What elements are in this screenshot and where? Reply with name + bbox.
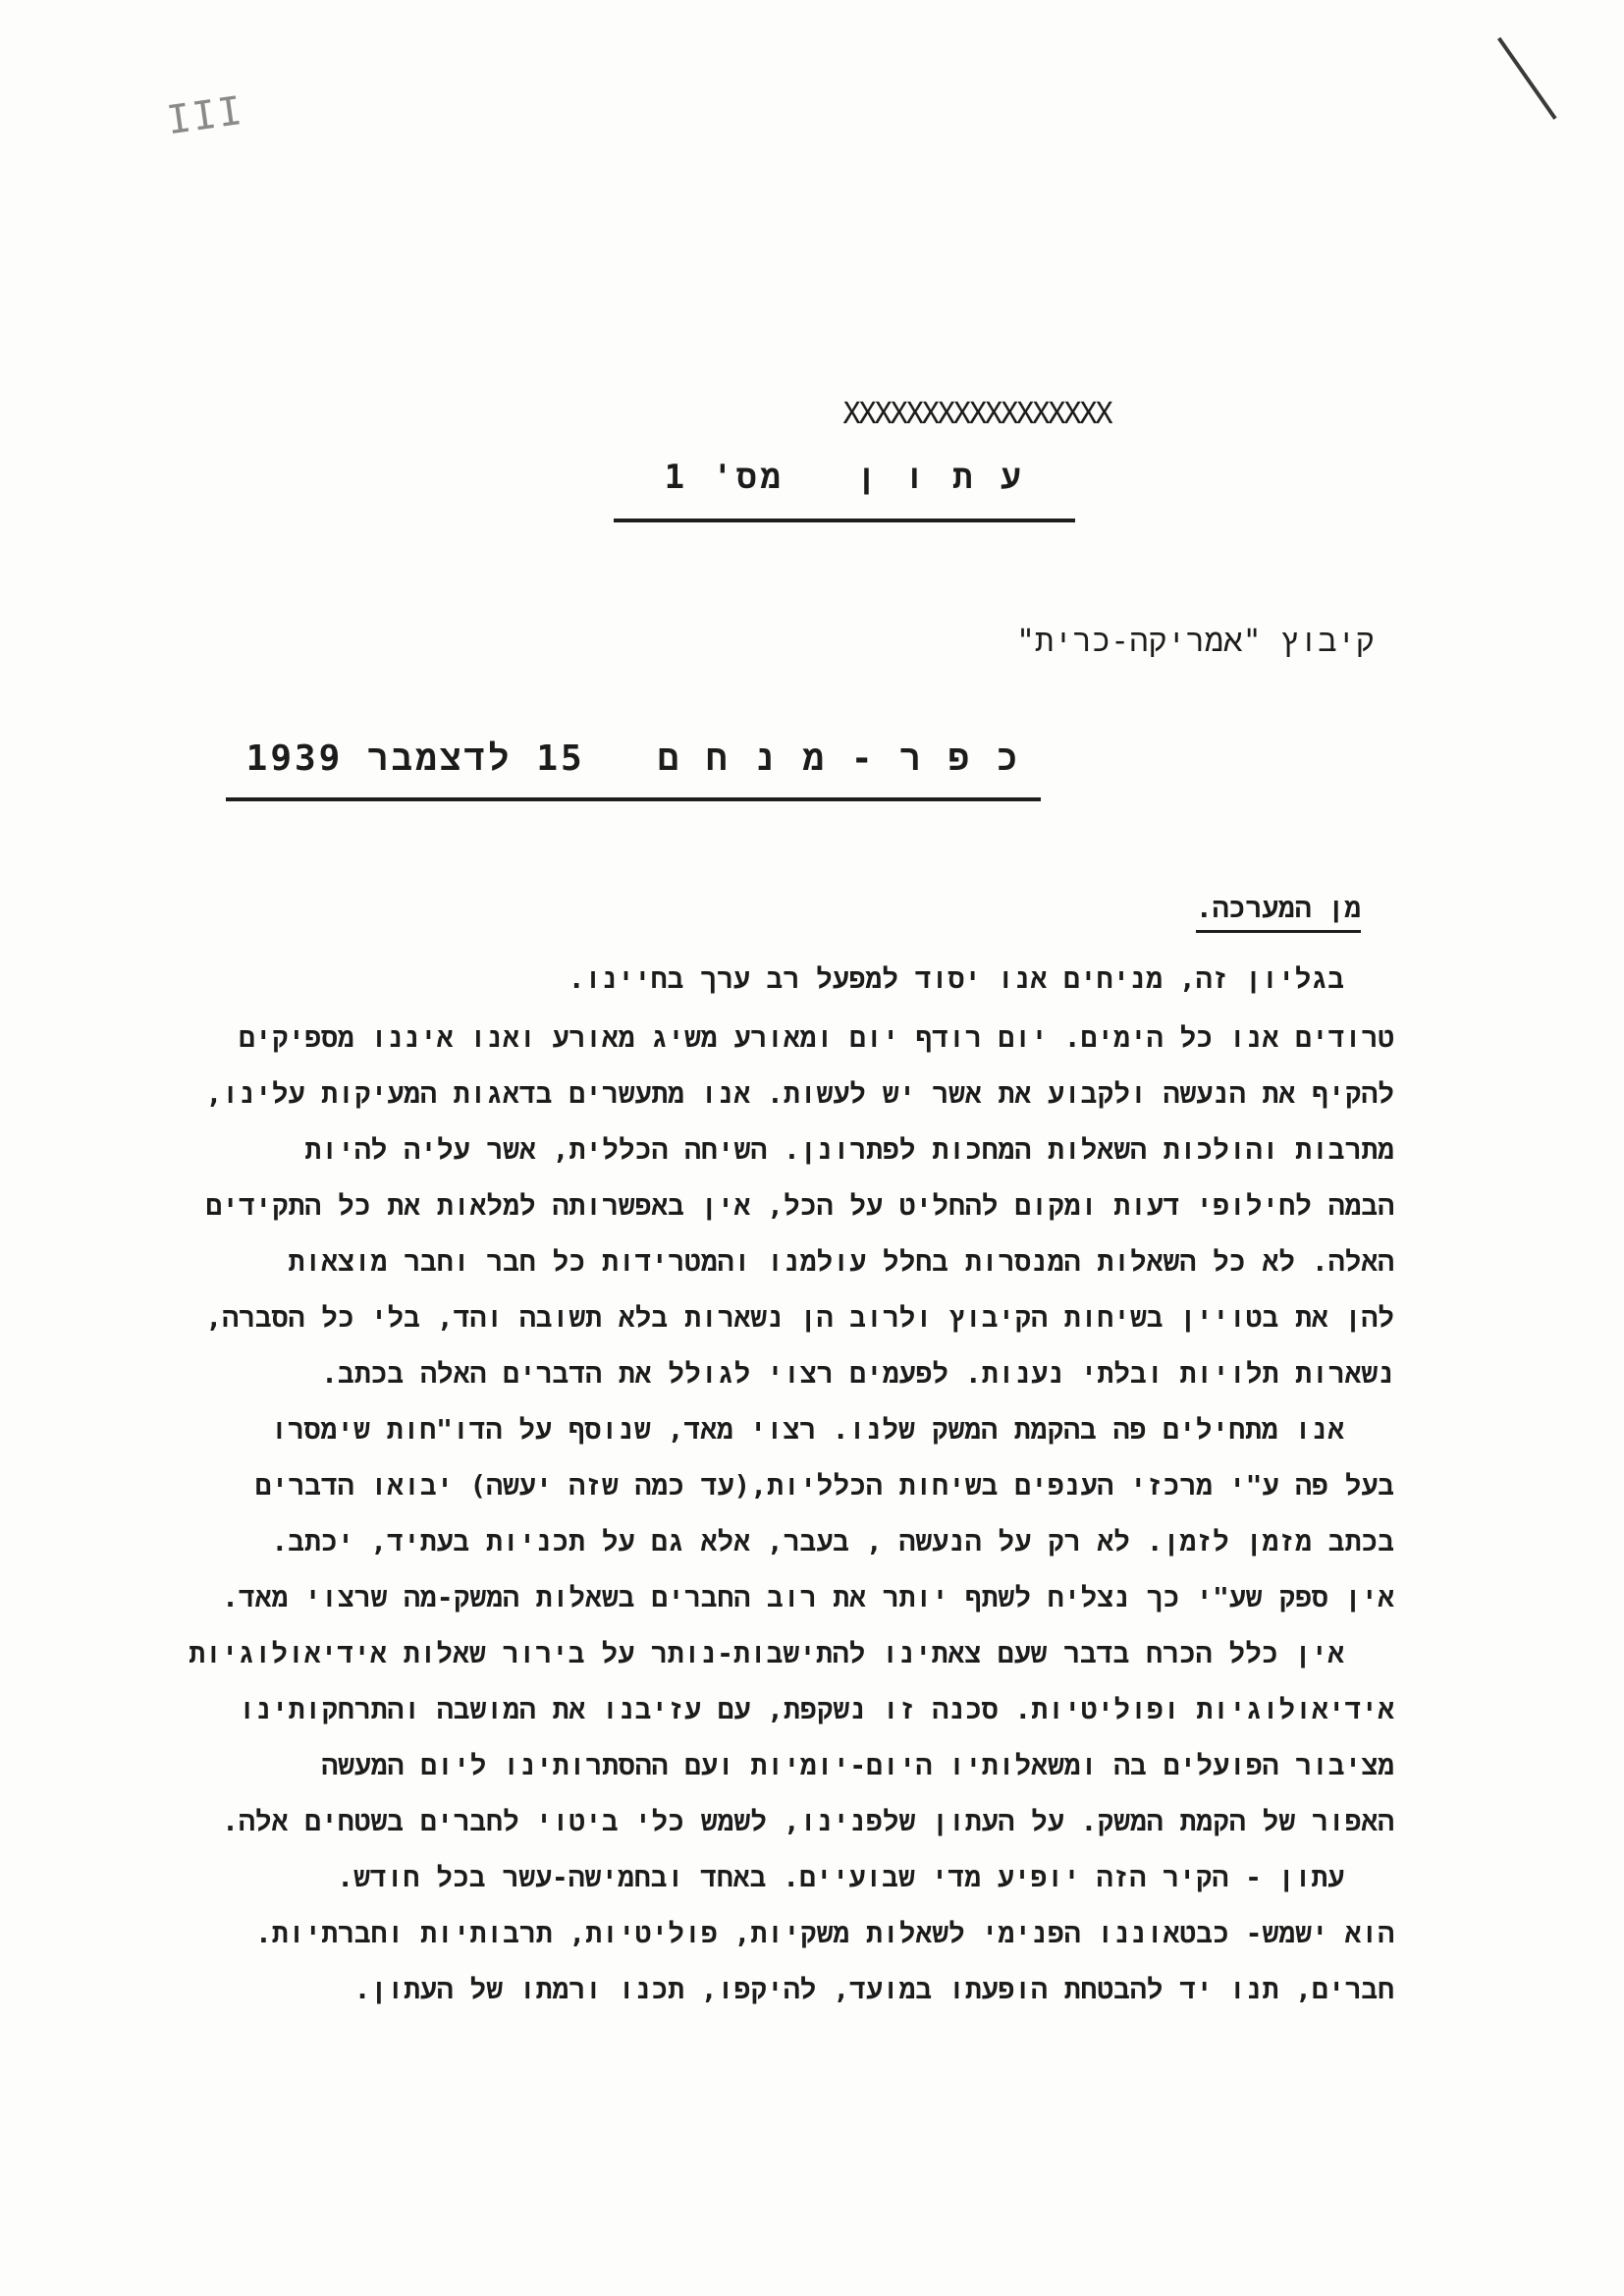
body-line: אין כלל הכרח בדבר שעם צאתינו להתישבות-נותר על בירור שאלות אידיאולוגיות xyxy=(189,1637,1344,1669)
body-line: האלה. לא כל השאלות המנסרות בחלל עולמנו והמטרידות כל חבר וחבר מוצאות xyxy=(288,1245,1394,1278)
body-line: להקיף את הנעשה ולקבוע את אשר יש לעשות. אנו מתעשרים בדאגות המעיקות עלינו, xyxy=(205,1077,1394,1110)
body-line: עתון - הקיר הזה יופיע מדי שבועיים. באחד ובחמישה-עשר בכל חודש. xyxy=(337,1861,1344,1893)
issue-title-underline xyxy=(614,519,1075,522)
body-line: אין ספק שע"י כך נצליח לשתף יותר את רוב החברים בשאלות המשק-מה שרצוי מאד. xyxy=(222,1581,1394,1613)
section-title: מן המערכה. xyxy=(1196,892,1361,933)
body-line: חברים, תנו יד להבטחת הופעתו במועד, להיקפו, תכנו ורמתו של העתון. xyxy=(353,1973,1394,2005)
body-line: האפור של הקמת המשק. על העתון שלפנינו, לשמש כלי ביטוי לחברים בשטחים אלה. xyxy=(222,1805,1394,1837)
place-date-line: כ פ ר - מ נ ח ם 15 לדצמבר 1939 xyxy=(245,738,1021,779)
body-line: מציבור הפועלים בה ומשאלותיו היום-יומיות ועם ההסתרותינו ליום המעשה xyxy=(321,1749,1394,1781)
body-line: הוא ישמש- כבטאוננו הפנימי לשאלות משקיות, פוליטיות, תרבותיות וחברתיות. xyxy=(254,1917,1394,1949)
body-line: טרודים אנו כל הימים. יום רודף יום ומאורע משיג מאורע ואנו איננו מספיקים xyxy=(239,1021,1394,1054)
body-line: בגליון זה, מניחים אנו יסוד למפעל רב ערך בחיינו. xyxy=(568,962,1344,995)
place-date-underline xyxy=(226,797,1041,801)
body-line: אידיאולוגיות ופוליטיות. סכנה זו נשקפת, עם עזיבנו את המושבה והתרחקותינו xyxy=(239,1693,1394,1725)
body-line: מתרבות והולכות השאלות המחכות לפתרונן. השיחה הכללית, אשר עליה להיות xyxy=(304,1133,1394,1166)
body-line: נשארות תלויות ובלתי נענות. לפעמים רצוי לגולל את הדברים האלה בכתב. xyxy=(321,1357,1394,1390)
staple-mark xyxy=(1497,37,1557,120)
body-line: בעל פה ע"י מרכזי הענפים בשיחות הכלליות,(עד כמה שזה יעשה) יבואו הדברים xyxy=(254,1469,1394,1502)
issue-title: ע ת ו ן מס' 1 xyxy=(664,458,1025,497)
margin-mark: III xyxy=(164,87,247,144)
body-line: להן את בטויין בשיחות הקיבוץ ולרוב הן נשארות בלא תשובה והד, בלי כל הסברה, xyxy=(205,1301,1394,1334)
body-line: הבמה לחילופי דעות ומקום להחליט על הכל, אין באפשרותה למלאות את כל התקידים xyxy=(205,1189,1394,1222)
body-line: בכתב מזמן לזמן. לא רק על הנעשה , בעבר, אלא גם על תכניות בעתיד, יכתב. xyxy=(271,1525,1394,1558)
body-line: אנו מתחילים פה בהקמת המשק שלנו. רצוי מאד, שנוסף על הדו"חות שימסרו xyxy=(271,1413,1344,1446)
kibbutz-name: קיבוץ "אמריקה-כרית" xyxy=(1015,622,1375,659)
typed-x-row: XXXXXXXXXXXXXXXXX xyxy=(842,397,1111,431)
